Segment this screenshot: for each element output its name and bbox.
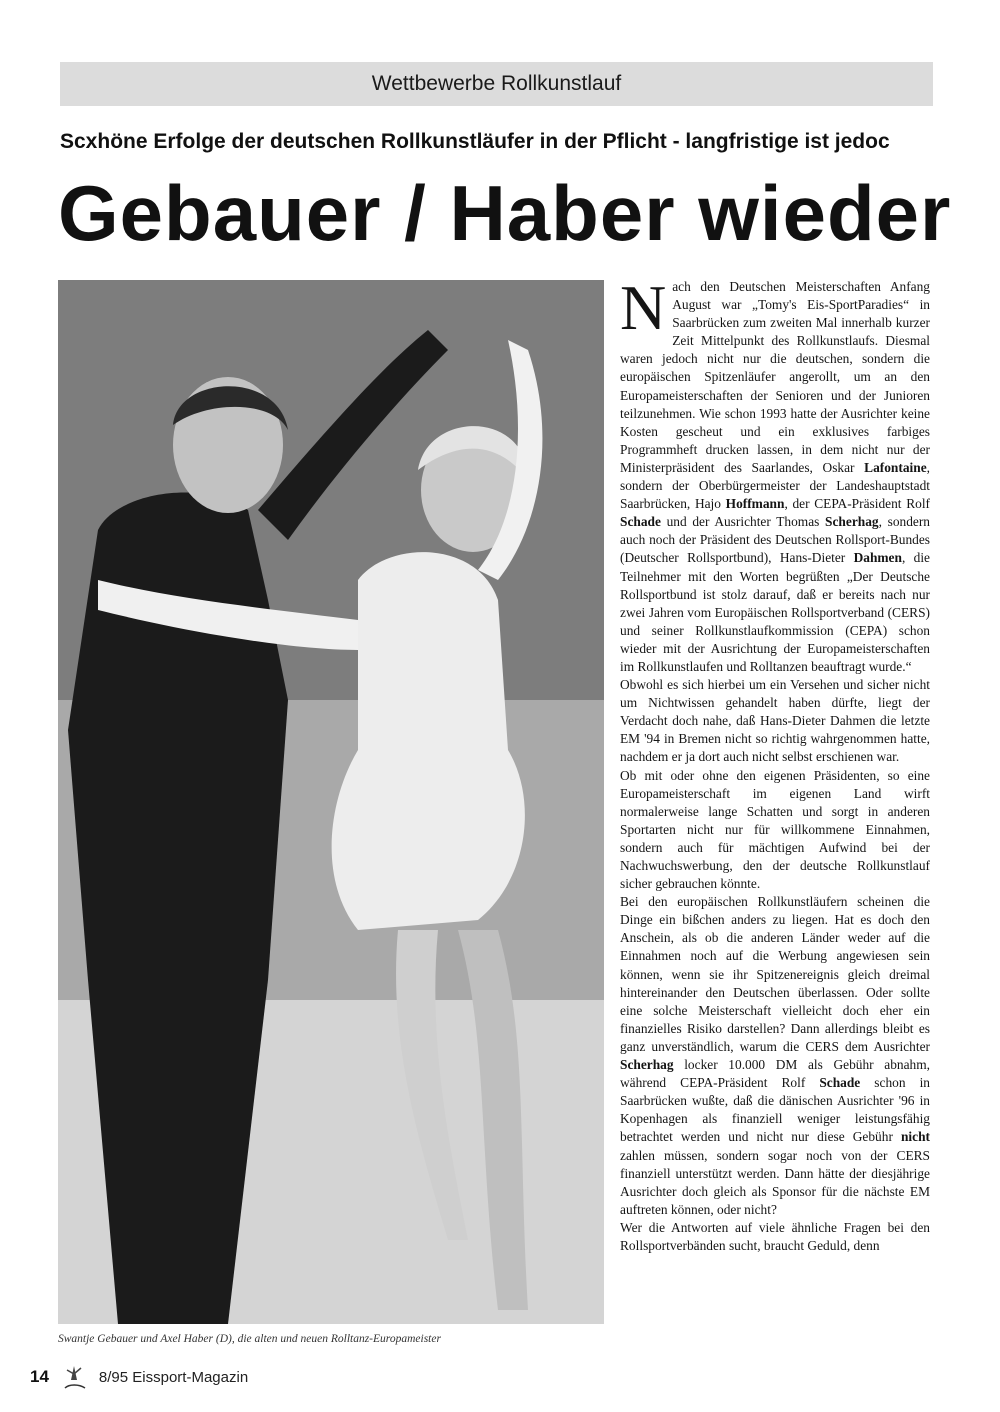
emphasis-nicht: nicht [900, 1129, 930, 1145]
article-photo [58, 280, 604, 1324]
dancers-photo-illustration [58, 280, 604, 1324]
headline: Gebauer / Haber wieder [58, 169, 952, 257]
page-number: 14 [30, 1367, 49, 1386]
paragraph-2: Obwohl es sich hierbei um ein Versehen und sicher nicht um Nichtwissen gehandelt haben dürfte, liegt der Verdacht doch nahe, daß Hans-Dieter Dahmen die letzte EM '94 in Bremen nicht so richtig wahrgenommen hatte, nachdem er ja dort auch nicht selbst erschienen war. [620, 677, 930, 765]
dropcap: N [620, 272, 667, 343]
paragraph-3: Ob mit oder ohne den eigenen Präsidenten, so eine Europameisterschaft im eigenen Land wirft normalerweise lange Schatten und sorgt in anderen Sportarten nicht nur für willkommene Einnahmen, sondern auch für mächtigen Aufwind bei der Nachwuchswerbung, den der deutsche Rollkunstlauf sicher gebrauchen könnte. [620, 767, 930, 892]
name-schade: Schade [620, 514, 661, 530]
name-dahmen: Dahmen [853, 550, 902, 566]
text-run: , die Teilnehmer mit den Worten begrüßten „Der Deutsche Rollsportbund ist stolz darauf, daß er bereits nach nur zwei Jahren vom Europäischen Rollsportverband (CERS) und seiner Rollkunstlaufkommission (CEPA) schon wieder mit der Ausrichtung der Europameisterschaften im Rollkunstlaufen und Rolltanzen beauftragt wurde.“ [620, 550, 930, 674]
name-scherhag: Scherhag [825, 514, 879, 530]
article-body [620, 272, 931, 1255]
text-run: zahlen müssen, sondern sogar noch von der CERS finanziell unterstützt werden. Dann hätte der diesjährige Ausrichter doch gleich als Sponsor für die nächste EM auftreten können, oder nicht? [620, 1147, 930, 1217]
paragraph-1 [620, 272, 931, 676]
section-bar [60, 62, 933, 106]
issue-label: 8/95 Eissport-Magazin [98, 1368, 249, 1386]
text-run: , sondern auch noch der Präsident des Deutschen Rollsport-Bundes (Deutscher Rollsportbund), Hans-Dieter [620, 514, 930, 566]
skater-logo-icon [59, 1362, 89, 1392]
text-run: , sondern der Oberbürgermeister der Landeshauptstadt Saarbrücken, Hajo [620, 459, 930, 512]
text-run: und der Ausrichter Thomas [660, 514, 826, 530]
name-hoffmann: Hoffmann [725, 496, 785, 512]
text-run: schon in Saarbrücken wußte, daß die dänischen Ausrichter '96 in Kopenhagen als finanziell weniger leistungsfähig betrachtet werden und nicht nur diese Gebühr [620, 1075, 930, 1145]
name-lafontaine: Lafontaine [864, 459, 927, 475]
text-run: locker 10.000 DM als Gebühr abnahm, während CEPA-Präsident Rolf [620, 1057, 930, 1091]
photo-caption: Swantje Gebauer und Axel Haber (D), die alten und neuen Rolltanz-Europameister [58, 1333, 441, 1345]
name-scherhag: Scherhag [620, 1057, 674, 1073]
paragraph-5: Wer die Antworten auf viele ähnliche Fragen bei den Rollsportverbänden sucht, braucht Geduld, denn [620, 1219, 930, 1253]
text-run: ach den Deutschen Meisterschaften Anfang August war „Tomy's Eis-SportParadies“ in Saarbrücken zum zweiten Mal innerhalb kurzer Zeit Mittelpunkt des Rollkunstlaufs. Diesmal waren jedoch nicht nur die deutschen, sondern die europäischen Spitzenläufer angerollt, um an den Europameisterschaften der Senioren und der Junioren teilzunehmen. Wie schon 1993 hatte der Ausrichter keine Kosten gescheut und ein exklusives farbiges Programmheft drucken lassen, in dem nicht nur der Ministerpräsident des Saarlandes, Oskar [620, 279, 930, 475]
page-footer [30, 1362, 248, 1392]
section-label: Wettbewerbe Rollkunstlauf [371, 72, 622, 95]
name-schade: Schade [819, 1075, 861, 1091]
text-run: Bei den europäischen Rollkunstläufern scheinen die Dinge ein bißchen anders zu liegen. Hat es doch den Anschein, als ob die anderen Länder weder auf die Einnahmen noch auf die Werbung angewiesen sein können, wenn sie ihr Spitzenereignis gleich dreimal hintereinander den Deutschen überlassen. Oder sollte eine solche Meisterschaft vielleicht doch eher ein finanzielles Risiko darstellen? Dann allerdings bleibt es ganz unverständlich, warum die CERS dem Ausrichter [620, 894, 930, 1054]
text-run: , der CEPA-Präsident Rolf [784, 496, 931, 512]
paragraph-4 [620, 893, 930, 1219]
subheadline: Scxhöne Erfolge der deutschen Rollkunstläufer in der Pflicht - langfristige ist jedoc [60, 130, 890, 153]
